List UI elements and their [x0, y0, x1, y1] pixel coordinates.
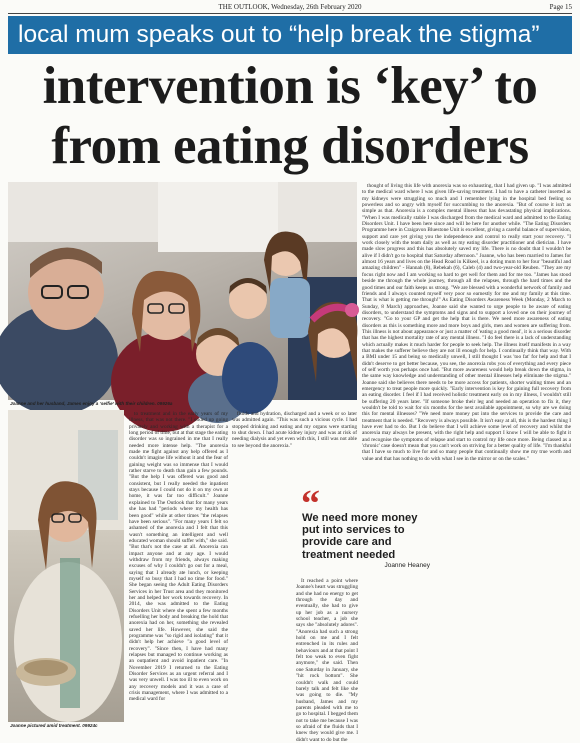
headline-line-2: from eating disorders: [51, 117, 529, 175]
treatment-photo-illustration: [8, 410, 124, 722]
article-column-3-lower: [296, 578, 359, 743]
article-text-col3: fluids and hydration, discharged and a week or so later was admitted again. "This was such a vicious cycle. I had stopped drinking and eating and my organs were starting to shut down. I had acute kidney injury and was at risk of needing dialysis and yet even with this, I still was not able to see beyond the anorexia.": [232, 411, 357, 449]
headline-line-1: intervention is ‘key’ to: [42, 57, 538, 115]
article-text-col3-lower: It reached a point where Joanne's heart was struggling and she had no energy to get through the day and eventually, she had to give up her job as a nursery school teacher, a job she says she "absolutely adores". "Anorexia had such a strong hold on me and I felt entrenched in its rules and behaviours and at that point I felt too weak to even fight anymore," she said. Then one Saturday in January, she "hit rock bottom". She couldn't walk and could barely talk and felt like she was going to die. "My husband, James and my parents pleaded with me to go to hospital. I begged them not to take me because I was so afraid of the fluids that I knew they would give me. I didn't want to do but the: [296, 578, 359, 743]
article-text-right: thought of living this life with anorexia was so exhausting, that I had given up. "I was admitted to the medical ward where I was given life-saving treatment. I had to have a catheter inserted as my kidneys were struggling so much and I remember lying in the hospital bed feeling so powerless and so angry with myself for succumbing to the anorexia. "But of course it isn't as simple as that. Anorexia is a complex mental illness that has devastating physical implications. "When I was medically stable I was discharged from the medical ward and admitted to the Eating Disorders Unit. I have been here since and will be here for another while. "The Eating Disorders Programme here in Craigavon Bluestone Unit is excellent, giving a careful balance of supervision, support and care yet giving you the independence and control to really start your recovery. "I work closely with the team daily as well as my eating disorder practitioner and dietician. I have made slow progress and this has absolutely saved my life. There is no doubt that I wouldn't be alive if I didn't go to hospital that Saturday afternoon." Joanne, who has been married to James for almost 16 years and lives on the Head Road in Kilkeel, is a doting mum to her four "beautiful and amazing children" - Hannah (8), Rebekah (6), Caleb (4) and two-year-old Reuben. "They are my focus right now and I am working so hard to get well for them and for me too. "James has stood beside me through the whole journey, through all the relapses, through the hard times and the good times and our faith keeps us strong. "We are blessed with a wonderful network of family and friends and I always counted myself very poor so earnestly for me and my family at this time. That is what is getting me through!" As Eating Disorders Awareness Week (Monday, 2 March to Sunday, 8 March) approaches, Joanne said she wanted to urge people to be aware of eating disorders, to understand the symptoms and signs and to support a loved one on their journey of recovery. "Go to your GP and get the help that is there. We need more awareness of eating disorders as this is something more and more boys and girls, men and women are suffering from. This illness is not about appearance or just a matter of 'eating a good meal', it is a serious disorder that has the highest mortality rate of any mental illness. "I do feel there is a lack of understanding which actually makes it much harder for people to seek help. The illness itself manifests in a way that makes the sufferer believe they are not ill enough for help. I continually think that way. With a BMI under 15 and being so medically unwell, I still thought I was 'too fat' for help and that I didn't deserve to get better because, you see, the anorexia robs you of everything and every piece of self worth you perhaps once had. "But more awareness would help break down the stigma, in the same way knowledge and understanding of other mental illnesses help eliminate the stigma." Joanne said she believes there needs to be more access for patients, shorter waiting times and an emergency to treat people more quickly. "Early intervention is key for gaining full recovery from an eating disorder. I feel if I had received holistic treatment early on in my illness, I wouldn't still be suffering 20 years later. "If someone broke their leg and needed an operation to fix it, they wouldn't be told to wait for six months for the next available appointment, so why are we doing this for mental illnesses? "We need more money put into the services to provide the care and treatment that is needed. "Recovery is always possible. It isn't easy at all, this is the hardest thing I have ever had to do. But I do believe that I will achieve some level of recovery and whilst the anorexia may always be present, with the right help and support I know I will be able to fight it and recognise the symptoms of relapse and start to control my life once more. Being classed as a 'chronic' case doesn't mean that you can't work on striving for a better quality of life. "I'm thankful that I have so much to live for and so many people that continually show me my true worth and value and that has nothing to do with what I see in the mirror or on the scales.": [362, 183, 571, 462]
pull-quote-attribution: Joanne Heaney: [384, 562, 430, 569]
article-text-col2: to treatment and in the early years of my illness, that was not there. "I ended up going privately and working with a therapist for a long period of time, but at that stage the eating disorder was so ingrained in me that I really needed more intense help. "The anorexia made me fight against any help offered as I couldn't imagine life without it and the fear of gaining weight was so immense that I would rather starve to death than gain a few pounds. "But the help I was offered was good and consistent, but I really needed the inpatient stays because I could not do it on my own at home, it was far too difficult." Joanne explained to The Outlook that for many years she has had "periods where my health has been good" while at other times "the relapses have been serious". "For many years I felt so ashamed of the anorexia and I felt that this wasn't something an intelligent and well educated woman should suffer with," she said. "But that's not the case at all. Anorexia can impact anyone and at any age. I would withdraw from my friends, always making excuses of why I couldn't go out for a meal, saying that I already ate lunch, or keeping myself so busy that I had no time for food." She began seeing the Adult Eating Disorders Services in her Trust area and they monitored her and helped her work towards recovery. In 2014, she was admitted to the Eating Disorders Unit where she spent a few months refuelling her body and breaking the hold that anorexia had on her, something she revealed saved her life. However, she said the programme was "so rigid and isolating" that it didn't help her achieve "a good level of recovery". "Since then, I have had many relapses but managed to continue working as an outpatient and avoid inpatient care. "In November 2019 I returned to the Eating Disorder Services as an urgent referral and I was very unwell. I was too ill to even work on any recovery models and it was a case of crisis management, where I was admitted to a medical ward for: [129, 411, 228, 703]
page-number: Page 15: [549, 3, 572, 11]
paper-dateline: THE OUTLOOK, Wednesday, 26th February 2020: [218, 3, 362, 11]
family-selfie-photo: [8, 182, 357, 400]
masthead-rule: [8, 13, 572, 14]
kicker-banner: local mum speaks out to “help break the stigma”: [8, 16, 572, 54]
article-column-right: [362, 183, 571, 721]
family-photo-illustration: [8, 182, 357, 400]
article-column-3-top: [232, 411, 357, 477]
pull-quote-text: We need more money put into services to provide care and treatment needed: [302, 512, 418, 561]
headline: [8, 56, 572, 176]
main-photo-caption: Joanne and her husband, James enjoy a ‘selfie’ with their children. 09926a: [10, 401, 173, 406]
pull-quote: [301, 483, 430, 570]
treatment-photo: [8, 410, 124, 722]
article-column-2: [129, 411, 228, 726]
small-photo-caption: Joanne pictured amid treatment. 09924c: [10, 723, 98, 728]
masthead: [8, 2, 572, 13]
quote-mark-icon: “: [301, 483, 320, 525]
